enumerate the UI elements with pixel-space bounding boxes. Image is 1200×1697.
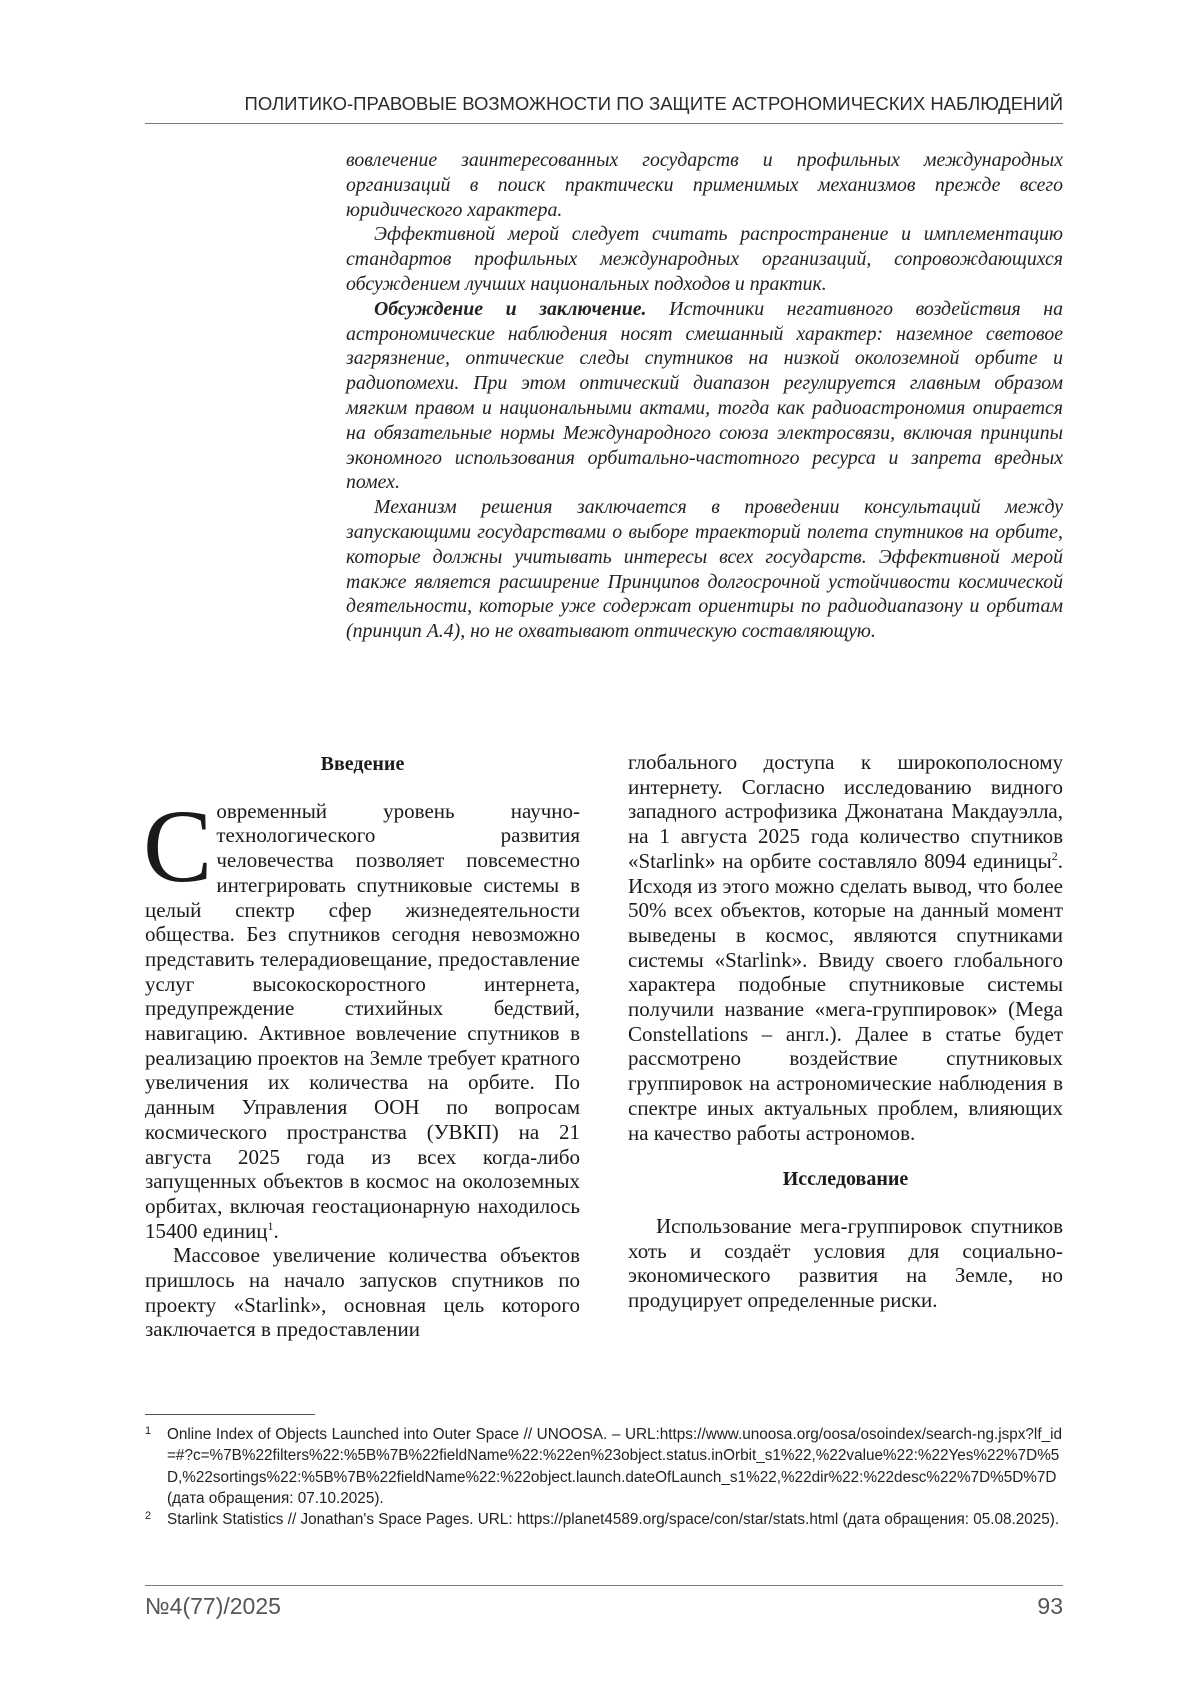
footnote-divider xyxy=(145,1414,315,1415)
body-paragraph xyxy=(628,750,1063,1145)
intro-paragraph: Современный уровень научно-технологического развития человечества позволяет повсеместно интегрировать спутниковые системы в целый спектр сфер жизнедеятельности общества. Без спутников сегодня невозможно представить телерадиовещание, предоставление услуг высокоскоростного интернета, предупреждение стихийных бедствий, навигацию. Активное вовлечение спутников в реализацию проектов на Земле требует кратного увеличения их количества на орбите. По данным Управления ООН по вопросам космического пространства (УВКП) на 21 августа 2025 года из всех когда-либо запущенных объектов в космос на околоземных орбитах, включая геостационарную находилось 15400 единиц$^1$. xyxy=(143,788,580,1243)
page-number: 93 xyxy=(1037,1593,1063,1619)
footnotes xyxy=(145,1424,1062,1530)
research-heading: Исследование xyxy=(782,1168,909,1191)
footnote xyxy=(145,1424,1062,1509)
footnote-number: 2 xyxy=(145,1510,152,1523)
intro-heading: Введение xyxy=(320,753,405,775)
abstract-paragraph: Механизм решения заключается в проведении консультаций между запускающими государствами о выборе траекторий полета спутников на орбите, которые должны учитывать интересы всех государств. Эффективной мерой также является расширение Принципов долгосрочной устойчивости космической деятельности, которые уже содержат ориентиры по радиодиапазону и орбитам (принцип А.4), но не охватывают оптическую составляющую. xyxy=(346,496,1063,643)
footnote-text[interactable]: Online Index of Objects Launched into Outer Space // UNOOSA. – URL:https://www.unoosa.org/oosa/osoindex/search-ng.jspx?lf_id=#?c=%7B%22filters%22:%5B%7B%22fieldName%22:%22en%23object.status.inOrbit_s1%22,%22value%22:%22Yes%22%7D%5D,%22sortings%22:%5B%7B%22fieldName%22:%22object.launch.dateOfLaunch_s1%22,%22dir%22:%22desc%22%7D%5D%7D (дата обращения: 07.10.2025). xyxy=(167,1426,1062,1507)
footnote xyxy=(145,1509,1062,1530)
footer-divider xyxy=(145,1585,1063,1586)
running-header xyxy=(145,93,1063,124)
discussion-text: Источники негативного воздействия на астрономические наблюдения носят смешанный характер: наземное световое загрязнение, оптические следы спутников на низкой околоземной орбите и радиопомехи. При этом оптический диапазон регулируется главным образом мягким правом и национальными актами, тогда как радиоастрономия опирается на обязательные нормы Международного союза электросвязи, включая принципы экономного использования орбитально-частотного ресурса и запрета вредных помех. xyxy=(346,297,1063,494)
body-text: . Исходя из этого можно сделать вывод, что более 50% всех объектов, которые на данный момент выведены в космос, являются спутниками системы «Starlink». Ввиду своего глобального характера подобные спутниковые системы получили название «мега-группировок» (Mega Constellations – англ.). Далее в статье будет рассмотрено воздействие спутниковых группировок на астрономические наблюдения в спектре иных актуальных проблем, влияющих на качество работы астрономов. xyxy=(628,848,1063,1145)
footnote-ref[interactable]: 2 xyxy=(1051,848,1058,863)
abstract-paragraph xyxy=(346,297,1063,495)
abstract xyxy=(346,148,1063,644)
footnote-text[interactable]: Starlink Statistics // Jonathan's Space Pages. URL: https://planet4589.org/space/con/star/stats.html (дата обращения: 05.08.2025). xyxy=(167,1511,1060,1529)
intro-text: овременный уровень научно-технологического развития человечества позволяет повсеместно интегрировать спутниковые системы в целый спектр сфер жизнедеятельности общества. Без спутников сегодня невозможно представить телерадиовещание, предоставление услуг высокоскоростного интернета, предупреждение стихийных бедствий, навигацию. Активное вовлечение спутников в реализацию проектов на Земле требует кратного увеличения их количества на орбите. По данным Управления ООН по вопросам космического пространства (УВКП) на 21 августа 2025 года из всех когда-либо запущенных объектов в космос на околоземных орбитах, включая геостационарную находилось 15400 единиц xyxy=(145,798,580,1243)
discussion-heading: Обсуждение и заключение. xyxy=(374,297,647,320)
footnote-number: 1 xyxy=(145,1425,152,1437)
left-column xyxy=(145,752,580,1342)
right-column xyxy=(628,750,1063,1313)
drop-cap: С xyxy=(143,788,213,904)
footnote-ref[interactable]: 1 xyxy=(267,1218,274,1233)
abstract-paragraph: вовлечение заинтересованных государств и профильных международных организаций в поиск практически применимых механизмов прежде всего юридического характера. xyxy=(346,149,1063,221)
running-title: ПОЛИТИКО-ПРАВОВЫЕ ВОЗМОЖНОСТИ ПО ЗАЩИТЕ АСТРОНОМИЧЕСКИХ НАБЛЮДЕНИЙ xyxy=(244,93,1063,114)
intro-paragraph: Массовое увеличение количества объектов пришлось на начало запусков спутников по проекту «Starlink», основная цель которого заключается в предоставлении xyxy=(145,1243,580,1342)
body-text: глобального доступа к широкополосному интернету. Согласно исследованию видного западного астрофизика Джонатана Макдауэлла, на 1 августа 2025 года количество спутников «Starlink» на орбите составляло 8094 единицы xyxy=(628,750,1063,873)
abstract-paragraph: Эффективной мерой следует считать распространение и имплементацию стандартов профильных международных организаций, сопровождающихся обсуждением лучших национальных подходов и практик. xyxy=(346,223,1063,295)
issue-number: №4(77)/2025 xyxy=(145,1593,281,1619)
body-paragraph: Использование мега-группировок спутников хоть и создаёт условия для социально-экономического развития на Земле, но продуцирует определенные риски. xyxy=(628,1213,1063,1313)
